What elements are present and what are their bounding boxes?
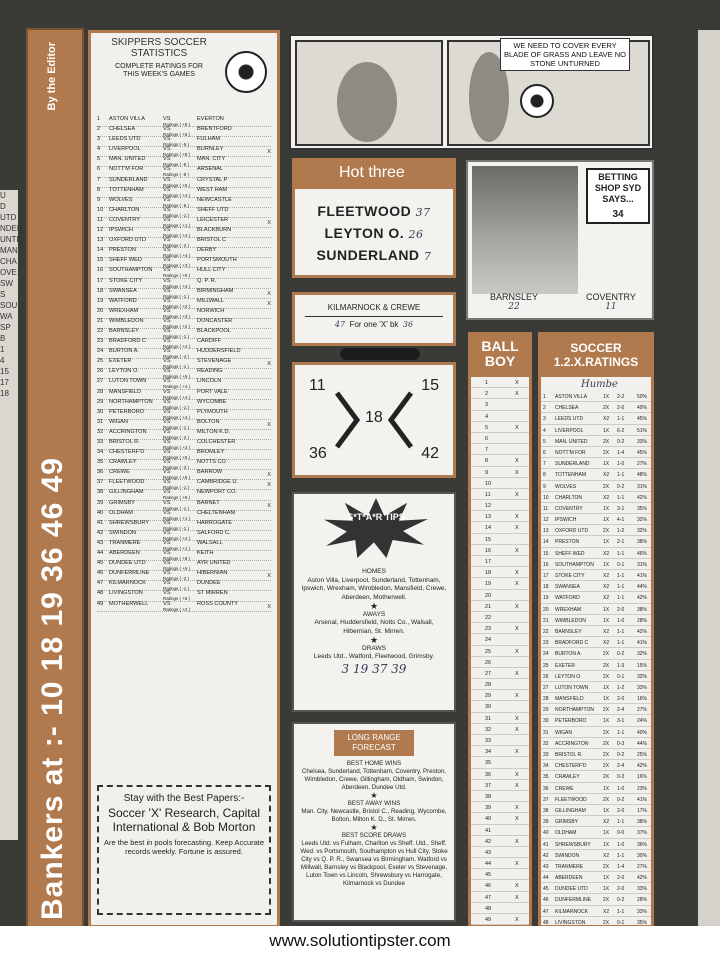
fixture-row: 31 WIGAN VS BOLTON Ratings ( -1 ) X — [97, 418, 271, 430]
homes-list: Aston Villa, Liverpool, Sunderland, Tottenham, Ipswich, Wrexham, Wimbledon, Mansfield, Crewe, Aberdeen, Motherwell. — [301, 576, 447, 601]
advert-heading: Stay with the Best Papers:- — [123, 793, 245, 804]
player-photo — [472, 166, 578, 294]
ball-boy-row: 36 X — [471, 769, 529, 780]
fixture-row: 29 NORTHAMPTON VS WYCOMBE Ratings ( -1 ) — [97, 400, 271, 410]
rating-row: 29 NORTHAMPTON 2X 2-4 27% — [541, 704, 651, 715]
rating-row: 43 TRANMERE 2X 1-4 27% — [541, 861, 651, 872]
fixture-row: 42 SWINDON VS SALFORD C. Ratings ( +4 ) — [97, 531, 271, 541]
rating-row: 40 OLDHAM 1X 0-0 37% — [541, 827, 651, 838]
betting-shop-box — [466, 160, 654, 320]
ball-boy-row: 43 — [471, 847, 529, 858]
hot-team: FLEETWOOD 37 — [317, 203, 431, 219]
page-edge-text: WA — [0, 312, 13, 321]
best-away-heading: BEST AWAY WINS — [347, 800, 401, 807]
ball-boy-row: 26 — [471, 657, 529, 668]
ball-boy-row: 35 — [471, 757, 529, 768]
ball-boy-row: 16 X — [471, 545, 529, 556]
bankers-numbers: Bankers at :- 10 18 19 36 46 49 — [36, 457, 69, 920]
fixture-row: 21 WIMBLEDON VS DONCASTER Ratings ( +2 ) — [97, 319, 271, 329]
fixture-row: 13 OXFORD UTD VS BRISTOL C Ratings ( -2 ) — [97, 238, 271, 248]
fixture-row: 11 COVENTRY VS LEICESTER Ratings ( +1 ) X — [97, 216, 271, 228]
aways-heading: AWAYS — [362, 610, 386, 618]
ball-boy-row: 25 X — [471, 646, 529, 657]
ball-boy-row: 40 X — [471, 813, 529, 824]
rating-row: 39 GRIMSBY X2 1-1 38% — [541, 816, 651, 827]
ball-boy-row: 48 — [471, 903, 529, 914]
rating-row: 15 SHEFF WED X2 1-1 46% — [541, 548, 651, 559]
ball-boy-row: 24 — [471, 634, 529, 645]
ball-boy-row: 42 X — [471, 836, 529, 847]
ball-boy-row: 34 X — [471, 746, 529, 757]
fixture-row: 17 STOKE CITY VS Q. P. R. Ratings ( +4 ) — [97, 279, 271, 289]
fixture-row: 32 ACCRINGTON VS MILTON K.D. Ratings ( -2 ) — [97, 430, 271, 440]
hot-team: LEYTON O. 26 — [324, 225, 424, 241]
page-edge-text: S — [0, 290, 6, 299]
ball-boy-row: 4 — [471, 411, 529, 422]
fixture-row: 37 FLEETWOOD VS CAMBRIDGE U. Ratings ( -1 ) X — [97, 479, 271, 491]
long-range-title: LONG RANGE FORECAST — [334, 730, 414, 756]
ball-boy-row: 33 — [471, 735, 529, 746]
draws-heading: DRAWS — [362, 644, 386, 652]
number-top-left: 11 — [309, 377, 326, 394]
ball-boy-column — [468, 332, 532, 928]
rating-row: 38 GILLINGHAM 1X 2-0 17% — [541, 805, 651, 816]
ball-boy-row: 32 X — [471, 724, 529, 735]
kilmarnock-crewe-box — [292, 292, 456, 346]
fixture-row: 40 OLDHAM VS CHELTENHAM Ratings ( +1 ) — [97, 511, 271, 521]
page-edge-text: UNTD — [0, 235, 23, 244]
fixture-row: 36 CREWE VS BARROW Ratings ( +5 ) X — [97, 469, 271, 481]
fixture-row: 45 DUNDEE UTD VS AYR UNITED Ratings ( +6 ) — [97, 561, 271, 571]
ball-boy-row: 22 — [471, 612, 529, 623]
ball-boy-row: 2 X — [471, 388, 529, 399]
ball-boy-row: 46 X — [471, 880, 529, 891]
ball-boy-row: 31 X — [471, 713, 529, 724]
fixture-row: 49 MOTHERWELL VS ROSS COUNTY Ratings ( +2 ) X — [97, 600, 271, 612]
fixture-row: 41 SHREWSBURY VS HARROGATE Ratings ( -1 ) — [97, 521, 271, 531]
rating-row: 48 LIVINGSTON 2X 0-1 35% — [541, 917, 651, 928]
statistics-title: SKIPPERS SOCCER STATISTICS — [111, 37, 207, 59]
rating-row: 46 DUNFERMLINE 2X 0-2 28% — [541, 894, 651, 905]
betting-shop-sign: BETTING SHOP SYD SAYS... 34 — [586, 168, 650, 224]
speech-bubble: WE NEED TO COVER EVERY BLADE OF GRASS AND LEAVE NO STONE UNTURNED — [500, 38, 630, 71]
best-away-list: Man. City, Newcastle, Bristol C., Reading, Wycombe, Bolton, Milton K. D., St. Mirren. — [301, 808, 447, 823]
page-edge-text: SP — [0, 323, 11, 332]
best-draws-heading: BEST SCORE DRAWS — [341, 832, 407, 839]
rating-row: 33 BRISTOL R. 2X 0-2 25% — [541, 749, 651, 760]
rating-row: 13 OXFORD UTD 2X 1-2 32% — [541, 525, 651, 536]
ball-boy-row: 28 — [471, 679, 529, 690]
coventry-label: COVENTRY 11 — [586, 292, 636, 312]
page-edge-text: 1 — [0, 345, 5, 354]
long-range-forecast-box: LONG RANGE FORECAST BEST HOME WINS Chelsea, Sunderland, Tottenham, Coventry, Preston, Wimbledon, Crewe, Gillingham, Oldham, Swindon, Aberdeen, Dundee Utd. ★ BEST AWAY WINS Man. City, Newcastle, Bristol C., Reading, Wycombe, Bolton, Milton K. D., St. Mirren. ★ BEST SCORE DRAWS Leeds Utd. vs Fulham, Charlton vs Sheff. Utd., Sheff. Wed. vs Portsmouth, Southampton vs Hull City, Stoke City vs Q. P. R., Swansea vs Birmingham, Watford vs Millwall, Barnsley vs Blackpool, Exeter vs Stevenage, Luton Town vs Lincoln, Shrewsbury vs Harrogate, Kilmarnock vs Dundee — [292, 722, 456, 922]
ratings-title: SOCCER 1.2.X.RATINGS — [541, 335, 651, 377]
rating-row: 4 LIVERPOOL 1X 6-2 51% — [541, 425, 651, 436]
hot-team: SUNDERLAND 7 — [316, 247, 432, 263]
star-tips-title: S*T*A*R TIPS — [347, 512, 405, 522]
draws-list: Leeds Utd., Watford, Fleetwood, Grimsby. — [313, 653, 435, 660]
ball-boy-row: 30 — [471, 701, 529, 712]
rating-row: 20 WREXHAM 1X 2-0 38% — [541, 604, 651, 615]
fixture-row: 47 KILMARNOCK VS DUNDEE Ratings ( -1 ) — [97, 581, 271, 591]
soccer-ratings-column — [538, 332, 654, 928]
rating-row: 25 EXETER 2X 1-3 15% — [541, 660, 651, 671]
ball-boy-row: 6 — [471, 433, 529, 444]
fixture-row: 16 SOUTHAMPTON VS HULL CITY Ratings ( +5 ) — [97, 268, 271, 278]
footer-url[interactable]: www.solutiontipster.com — [0, 926, 720, 960]
fixture-row: 30 PETERBORO VS PLYMOUTH Ratings ( +4 ) — [97, 410, 271, 420]
ball-boy-row: 9 X — [471, 467, 529, 478]
ball-boy-row: 44 X — [471, 858, 529, 869]
rating-row: 16 SOUTHAMPTON 1X 0-1 31% — [541, 559, 651, 570]
ball-boy-row: 19 X — [471, 578, 529, 589]
ball-boy-row: 1 X — [471, 377, 529, 388]
rating-row: 1 ASTON VILLA 1X 2-2 50% — [541, 391, 651, 402]
page-edge-text: 15 — [0, 367, 9, 376]
rating-row: 44 ABERDEEN 1X 2-0 42% — [541, 872, 651, 883]
fixture-row: 27 LUTON TOWN VS LINCOLN Ratings ( +4 ) — [97, 379, 271, 389]
ball-boy-row: 39 X — [471, 802, 529, 813]
page-edge-text: 4 — [0, 356, 5, 365]
ball-boy-row: 27 X — [471, 668, 529, 679]
fixture-row: 5 MAN. UNITED VS MAN. CITY Ratings ( -5 ) — [97, 157, 271, 167]
fixture-row: 2 CHELSEA VS BRENTFORD Ratings ( +5 ) — [97, 127, 271, 137]
ball-boy-row: 8 X — [471, 455, 529, 466]
ball-boy-row: 21 X — [471, 601, 529, 612]
page-edge-text: MAN — [0, 246, 18, 255]
ball-boy-row: 15 — [471, 534, 529, 545]
bankers-sidebar — [26, 28, 84, 930]
ball-boy-row: 47 X — [471, 892, 529, 903]
page-edge-text: 17 — [0, 378, 9, 387]
ball-boy-row: 5 X — [471, 422, 529, 433]
fixture-row: 48 LIVINGSTON VS ST MIRREN Ratings ( +5 ) — [97, 591, 271, 601]
page-edge-text: D — [0, 202, 6, 211]
page-edge-text: OVE — [0, 268, 17, 277]
ratings-handnote: Humbe — [581, 379, 618, 390]
statistics-subtitle: COMPLETE RATINGS FOR THIS WEEK'S GAMES — [115, 63, 203, 78]
fixture-row: 34 CHESTERF'D VS BROMLEY Ratings ( +5 ) — [97, 450, 271, 460]
fixture-row: 1 ASTON VILLA VS EVERTON Ratings ( +5 ) — [97, 117, 271, 127]
ball-boy-row: 45 — [471, 869, 529, 880]
fixture-row: 39 GRIMSBY VS BARNET Ratings ( -1 ) X — [97, 499, 271, 511]
rating-row: 35 CRAWLEY 2X 0-3 16% — [541, 771, 651, 782]
rating-row: 19 WATFORD X2 1-1 42% — [541, 592, 651, 603]
comic-panel-player — [295, 40, 443, 146]
fixture-row: 4 LIVERPOOL VS BURNLEY Ratings ( +8 ) X — [97, 146, 271, 158]
ball-boy-row: 37 X — [471, 780, 529, 791]
handwritten-picks: 3 19 37 39 — [341, 661, 407, 676]
numbers-box — [292, 362, 456, 478]
fixture-row: 9 WOLVES VS NEWCASTLE Ratings ( -6 ) — [97, 198, 271, 208]
rating-row: 36 CREWE 1X 1-0 23% — [541, 783, 651, 794]
page-edge-text: U — [0, 191, 6, 200]
right-page-edge — [698, 30, 720, 930]
fixture-row: 43 TRANMERE VS WALSALL Ratings ( +1 ) — [97, 541, 271, 551]
fixture-row: 28 MANSFIELD VS PORT VALE Ratings ( +4 ) — [97, 390, 271, 400]
chevron-arrows-icon — [295, 365, 453, 475]
fixture-row: 10 CHARLTON VS SHEFF UTD Ratings ( -1 ) — [97, 208, 271, 218]
page-edge-text: UTD — [0, 213, 17, 222]
fixture-row: 15 SHEFF WED VS PORTSMOUTH Ratings ( +3 ) — [97, 258, 271, 268]
ball-boy-row: 18 X — [471, 567, 529, 578]
hot-three-box — [292, 158, 456, 278]
fixture-row: 18 SWANSEA VS BIRMINGHAM Ratings ( -1 ) X — [97, 287, 271, 299]
fixture-row: 19 WATFORD VS MILLWALL Ratings ( +2 ) X — [97, 297, 271, 309]
number-center: 18 — [365, 409, 383, 426]
page-edge-text: 18 — [0, 389, 9, 398]
ball-boy-row: 3 — [471, 399, 529, 410]
rating-row: 2 CHELSEA 2X 2-0 49% — [541, 402, 651, 413]
comic-football-icon — [520, 84, 554, 118]
fixture-row: 44 ABERDEEN VS KEITH Ratings ( +8 ) — [97, 551, 271, 561]
fixture-row: 35 CRAWLEY VS NOTTS CO Ratings ( -3 ) — [97, 460, 271, 470]
fixture-row: 14 PRESTON VS DERBY Ratings ( +4 ) — [97, 248, 271, 258]
rating-row: 14 PRESTON 1X 2-1 38% — [541, 536, 651, 547]
best-home-heading: BEST HOME WINS — [346, 760, 402, 767]
rating-row: 32 ACCRINGTON 2X 0-3 44% — [541, 738, 651, 749]
rating-row: 17 STOKE CITY X2 1-1 41% — [541, 570, 651, 581]
fixture-row: 6 NOTT'M FOR VS ARSENAL Ratings ( -9 ) — [97, 167, 271, 177]
rating-row: 8 TOTTENHAM X2 1-1 48% — [541, 469, 651, 480]
advert-text: Are the best in pools forecasting. Keep Accurate records weekly. Fortune is assured. — [103, 838, 265, 856]
ball-boy-row: 41 — [471, 825, 529, 836]
barnsley-label: BARNSLEY 22 — [490, 292, 539, 312]
ball-boy-row: 20 — [471, 590, 529, 601]
ball-boy-row: 29 X — [471, 690, 529, 701]
homes-heading: HOMES — [362, 568, 386, 575]
fixture-row: 8 TOTTENHAM VS WEST HAM Ratings ( +4 ) — [97, 188, 271, 198]
fixture-row: 3 LEEDS UTD VS FULHAM Ratings ( -5 ) — [97, 137, 271, 147]
fixture-row: 12 IPSWICH VS BLACKBURN Ratings ( +4 ) — [97, 228, 271, 238]
rating-row: 37 FLEETWOOD 2X 0-2 41% — [541, 794, 651, 805]
fixture-row: 22 BARNSLEY VS BLACKPOOL Ratings ( -1 ) — [97, 329, 271, 339]
star-tips-box: S*T*A*R TIPS HOMES Aston Villa, Liverpool, Sunderland, Tottenham, Ipswich, Wrexham, Wimbledon, Mansfield, Crewe, Aberdeen, Motherwell. ★ AWAYS Arsenal, Huddersfield, Notts Co., Walsall, Hibernian, St. Mirren. ★ DRAWS Leeds Utd., Watford, Fleetwood, Grimsby. 3 19 37 39 — [292, 492, 456, 712]
fixture-row: 33 BRISTOL R. VS COLCHESTER Ratings ( +2 ) — [97, 440, 271, 450]
page-edge-text: SOU — [0, 301, 18, 310]
left-page-edge — [0, 190, 23, 840]
sign-number: 34 — [612, 209, 624, 220]
ball-boy-row: 49 X — [471, 914, 529, 925]
rating-row: 5 MAN. UNITED 2X 0-2 33% — [541, 436, 651, 447]
fixture-row: 24 BURTON A. VS HUDDERSFIELD Ratings ( -4 ) — [97, 349, 271, 359]
rating-row: 18 SWANSEA X2 1-1 44% — [541, 581, 651, 592]
rating-row: 22 BARNSLEY X2 1-1 42% — [541, 626, 651, 637]
page-edge-text: NDER — [0, 224, 23, 233]
rating-row: 45 DUNDEE UTD 1X 2-0 33% — [541, 883, 651, 894]
ball-boy-row: 12 — [471, 500, 529, 511]
kilmarnock-sub: 47 For one 'X' bk 36 — [305, 316, 443, 329]
ball-boy-row: 38 — [471, 791, 529, 802]
fixture-row: 26 LEYTON O. VS READING Ratings ( +5 ) — [97, 369, 271, 379]
ball-boy-row: 14 X — [471, 522, 529, 533]
rating-row: 12 IPSWICH 1X 4-1 32% — [541, 514, 651, 525]
fixture-row: 46 DUNFERMLINE VS HIBERNIAN Ratings ( -2 ) X — [97, 570, 271, 582]
ink-blot — [340, 348, 420, 360]
rating-row: 27 LUTON TOWN 1X 1-2 33% — [541, 682, 651, 693]
ball-boy-row: 7 — [471, 444, 529, 455]
page-edge-text: B — [0, 334, 6, 343]
rating-row: 31 WIGAN 2X 1-1 40% — [541, 727, 651, 738]
fixture-row: 23 BRADFORD C VS CARDIFF Ratings ( +4 ) — [97, 339, 271, 349]
rating-row: 26 LEYTON O. 2X 0-1 32% — [541, 671, 651, 682]
number-bottom-right: 42 — [421, 445, 439, 462]
best-home-list: Chelsea, Sunderland, Tottenham, Coventry, Preston, Wimbledon, Crewe, Gillingham, Oldham, Swindon, Aberdeen, Dundee Utd. — [301, 768, 447, 791]
rating-row: 30 PETERBORO 1X 3-1 24% — [541, 715, 651, 726]
rating-row: 11 COVENTRY 1X 3-1 35% — [541, 503, 651, 514]
rating-row: 10 CHARLTON X2 1-1 42% — [541, 492, 651, 503]
number-top-right: 15 — [421, 377, 439, 394]
ball-boy-row: 11 X — [471, 489, 529, 500]
rating-row: 9 WOLVES 2X 0-2 31% — [541, 481, 651, 492]
page-edge-text: CHA — [0, 257, 17, 266]
advert-papers: Soccer 'X' Research, Capital International & Bob Morton — [108, 806, 260, 834]
page-edge-text: SW — [0, 279, 13, 288]
ball-boy-title: BALL BOY — [471, 335, 529, 377]
rating-row: 42 SWINDON X2 1-1 30% — [541, 850, 651, 861]
football-icon — [225, 51, 267, 93]
statistics-column — [88, 30, 280, 928]
rating-row: 41 SHREWSBURY 1X 1-0 36% — [541, 839, 651, 850]
fixture-row: 20 WREXHAM VS NORWICH Ratings ( +3 ) — [97, 309, 271, 319]
ball-boy-row: 17 — [471, 556, 529, 567]
rating-row: 24 BURTON A. 2X 0-2 32% — [541, 648, 651, 659]
rating-row: 7 SUNDERLAND 1X 1-0 27% — [541, 458, 651, 469]
player-drawing-icon — [337, 62, 397, 142]
fixture-row: 38 GILLINGHAM VS NEWPORT CO. Ratings ( +5 ) — [97, 490, 271, 500]
hot-three-title: Hot three — [295, 161, 453, 189]
kilmarnock-title: KILMARNOCK & CREWE — [327, 303, 421, 312]
rating-row: 21 WIMBLEDON 1X 1-0 28% — [541, 615, 651, 626]
ball-boy-row: 23 X — [471, 623, 529, 634]
rating-row: 34 CHESTERF'D 2X 2-4 42% — [541, 760, 651, 771]
fixture-row: 7 SUNDERLAND VS CRYSTAL P Ratings ( +5 ) — [97, 178, 271, 188]
best-papers-advert — [97, 785, 271, 915]
fixture-list — [97, 117, 271, 612]
ball-boy-row: 10 — [471, 478, 529, 489]
rating-row: 28 MANSFIELD 1X 2-0 16% — [541, 693, 651, 704]
fixture-row: 25 EXETER VS STEVENAGE Ratings ( -1 ) X — [97, 358, 271, 370]
aways-list: Arsenal, Huddersfield, Notts Co., Walsall, Hibernian, St. Mirren. — [314, 619, 434, 635]
rating-row: 3 LEEDS UTD X2 1-1 45% — [541, 413, 651, 424]
by-editor-label: By the Editor — [46, 42, 58, 111]
best-draws-list: Leeds Utd. vs Fulham, Charlton vs Sheff. Utd., Sheff. Wed. vs Portsmouth, Southampton vs Hull City, Stoke City vs Q. P. R., Swansea vs Birmingham, Watford vs Millwall, Barnsley vs Blackpool, Exeter vs Stevenage, Luton Town vs Lincoln, Shrewsbury vs Harrogate, Kilmarnock vs Dundee — [300, 840, 448, 887]
ball-boy-row: 13 X — [471, 511, 529, 522]
rating-row: 6 NOTT'M FOR 2X 1-4 45% — [541, 447, 651, 458]
rating-row: 47 KILMARNOCK X2 1-1 33% — [541, 906, 651, 917]
rating-row: 23 BRADFORD C X2 1-1 41% — [541, 637, 651, 648]
number-bottom-left: 36 — [309, 445, 327, 462]
